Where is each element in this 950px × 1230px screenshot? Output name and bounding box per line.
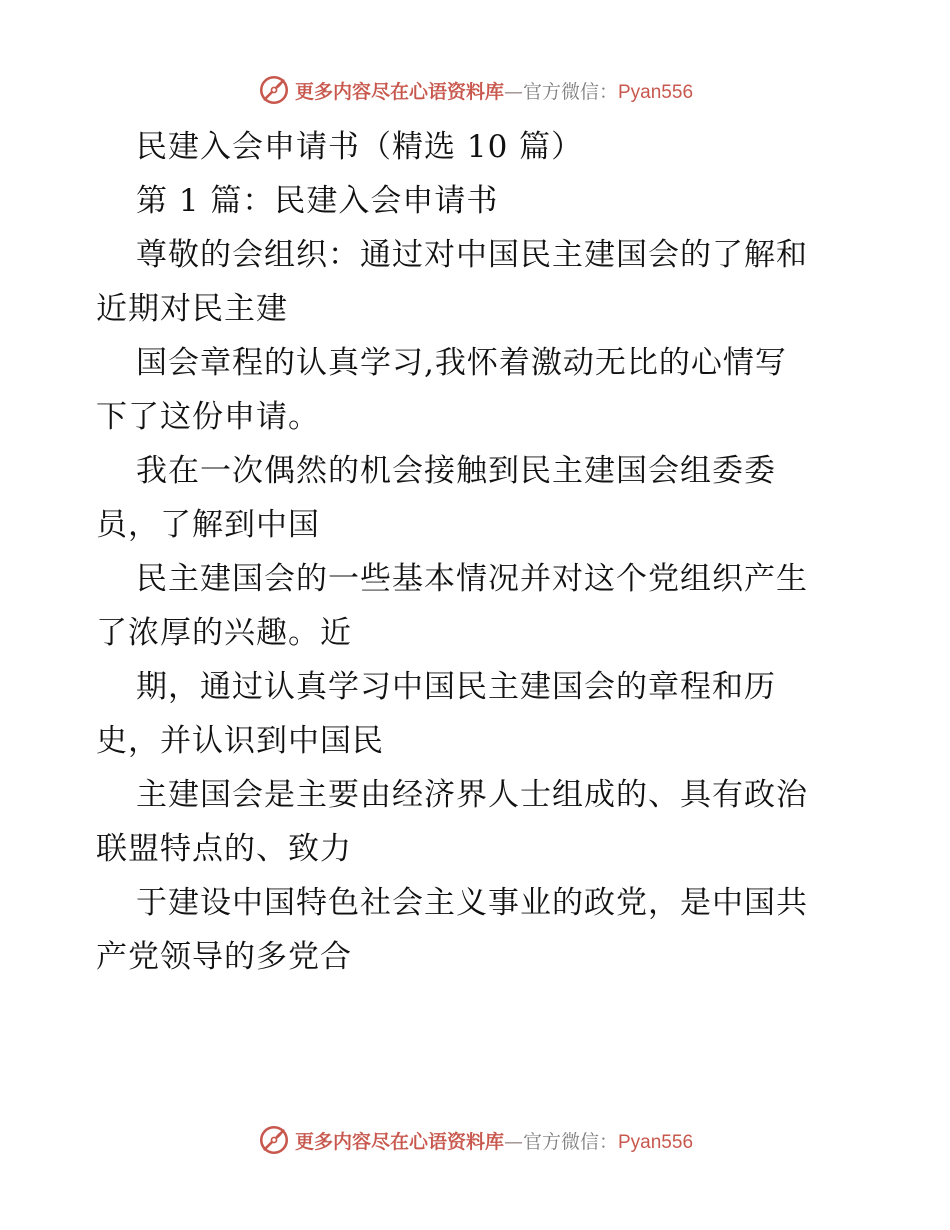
paragraph-line: 产党领导的多党合 xyxy=(96,939,352,975)
document-body xyxy=(96,120,856,984)
paragraph-line: 联盟特点的、致力 xyxy=(96,831,352,867)
footer-wechat-id: Pyan556 xyxy=(618,1131,694,1153)
quill-pen-emblem-icon xyxy=(257,1123,291,1157)
footer-banner xyxy=(0,1120,950,1160)
footer-banner-separator: — xyxy=(503,1130,523,1153)
paragraph-line: 期，通过认真学习中国民主建国会的章程和历 xyxy=(136,669,776,705)
paragraph-line: 尊敬的会组织：通过对中国民主建国会的了解和 xyxy=(136,237,808,273)
paragraph-line: 了浓厚的兴趣。近 xyxy=(96,615,352,651)
paragraph-line: 民主建国会的一些基本情况并对这个党组织产生 xyxy=(136,561,808,597)
document-title: 民建入会申请书（精选 10 篇） xyxy=(136,129,584,165)
paragraph-line: 于建设中国特色社会主义事业的政党，是中国共 xyxy=(136,885,808,921)
header-wechat-id: Pyan556 xyxy=(618,81,694,103)
header-banner-text xyxy=(295,77,693,104)
footer-banner-text xyxy=(295,1127,693,1154)
section-heading: 第 1 篇：民建入会申请书 xyxy=(136,183,499,219)
header-banner-main: 更多内容尽在心语资料库 xyxy=(294,80,504,103)
paragraph-line: 下了这份申请。 xyxy=(96,399,320,435)
paragraph-line: 史，并认识到中国民 xyxy=(96,723,384,759)
footer-banner-main: 更多内容尽在心语资料库 xyxy=(294,1130,504,1153)
paragraph-line: 员，了解到中国 xyxy=(96,507,320,543)
paragraph-line: 近期对民主建 xyxy=(96,291,288,327)
header-wechat-label: 官方微信： xyxy=(522,80,618,103)
header-banner xyxy=(0,70,950,110)
paragraph-line: 主建国会是主要由经济界人士组成的、具有政治 xyxy=(136,777,808,813)
paragraph-line: 我在一次偶然的机会接触到民主建国会组委委 xyxy=(136,453,776,489)
footer-wechat-label: 官方微信： xyxy=(522,1130,618,1153)
header-banner-separator: — xyxy=(503,80,523,103)
paragraph-line: 国会章程的认真学习,我怀着激动无比的心情写 xyxy=(136,345,787,381)
quill-pen-emblem-icon xyxy=(257,73,291,107)
